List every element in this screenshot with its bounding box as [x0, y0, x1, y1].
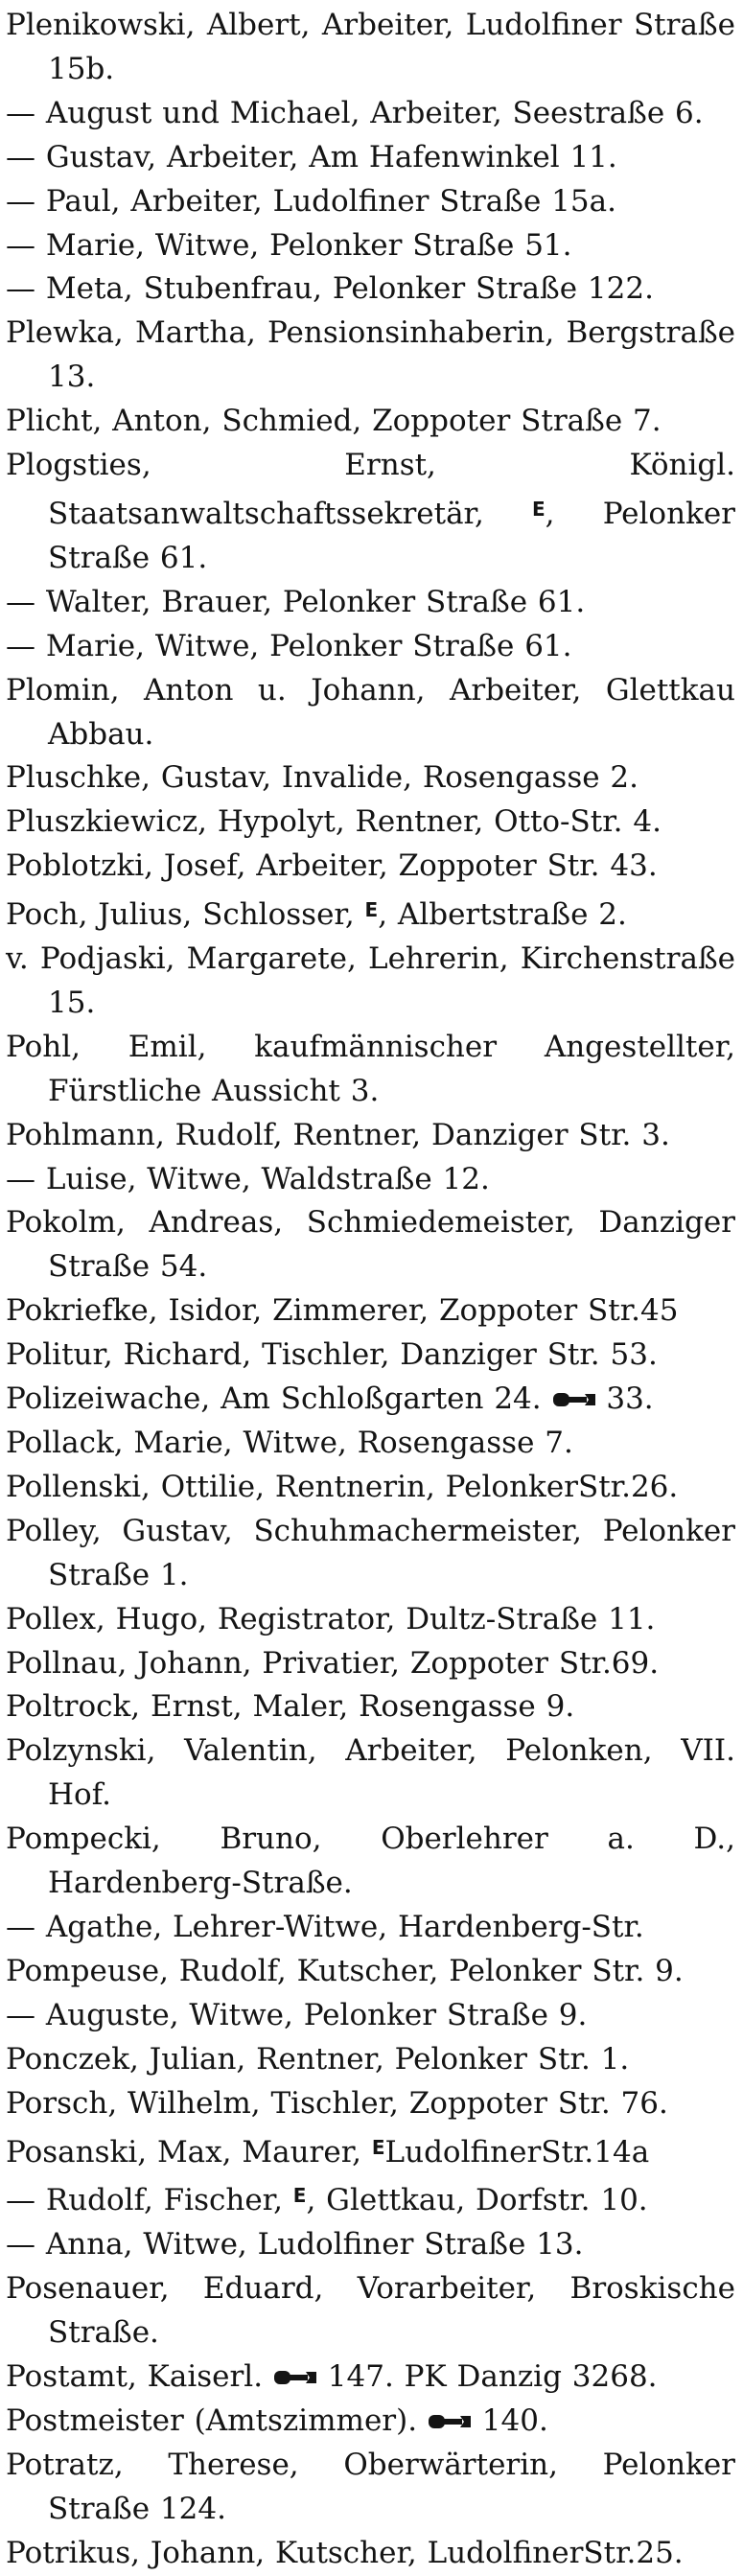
entry-text: — Rudolf, Fischer,: [6, 2183, 283, 2218]
entry-text: Poch, Julius, Schlosser,: [6, 897, 355, 933]
directory-entry: [6, 2400, 735, 2444]
directory-entry: [6, 4, 735, 92]
telephone-number: 147. PK Danzig 3268.: [327, 2359, 658, 2395]
directory-entry: [6, 889, 735, 938]
entry-text-continued: , Glettkau, Dorfstr. 10.: [306, 2183, 648, 2218]
entry-text: — Meta, Stubenfrau, Pelonker Straße 122.: [6, 271, 654, 307]
entry-text: Polizeiwache, Am Schloßgarten 24.: [6, 1381, 542, 1417]
entry-text: Pokolm, Andreas, Schmiedemeister, Danziger Straße 54.: [6, 1205, 735, 1285]
entry-text-continued: , Albertstraße 2.: [378, 897, 627, 933]
entry-text: Plewka, Martha, Pensionsinhaberin, Bergstraße 13.: [6, 315, 735, 395]
directory-entry: [6, 845, 735, 889]
directory-entry: [6, 2082, 735, 2126]
telephone-icon: [428, 2411, 472, 2432]
directory-entry: [6, 1642, 735, 1686]
directory-entry: [6, 92, 735, 136]
entry-text: — Gustav, Arbeiter, Am Hafenwinkel 11.: [6, 139, 617, 174]
directory-entry: [6, 938, 735, 1026]
entry-text: Pompeuse, Rudolf, Kutscher, Pelonker Str. 9.: [6, 1953, 684, 1988]
entry-text: — Walter, Brauer, Pelonker Straße 61.: [6, 584, 586, 619]
entry-text: Pluszkiewicz, Hypolyt, Rentner, Otto-Str. 4.: [6, 804, 662, 840]
directory-entry: [6, 1378, 735, 1422]
entry-text: Politur, Richard, Tischler, Danziger Str. 53.: [6, 1337, 658, 1373]
entry-text: Pollack, Marie, Witwe, Rosengasse 7.: [6, 1426, 573, 1460]
entry-text: Poblotzki, Josef, Arbeiter, Zoppoter Str. 43.: [6, 848, 658, 884]
directory-entry: [6, 444, 735, 581]
directory-entry: [6, 400, 735, 444]
directory-entry: [6, 136, 735, 180]
entry-text: Plicht, Anton, Schmied, Zoppoter Straße 7.: [6, 404, 662, 439]
directory-entry: [6, 2267, 735, 2356]
directory-entry: [6, 2038, 735, 2082]
telephone-icon: [552, 1389, 596, 1410]
directory-entry: [6, 581, 735, 625]
entry-text: Posenauer, Eduard, Vorarbeiter, Broskische Straße.: [6, 2271, 735, 2351]
telephone-number: 33.: [606, 1381, 654, 1417]
directory-entry: [6, 801, 735, 845]
electric-badge: E: [292, 2184, 307, 2208]
directory-entry: [6, 180, 735, 224]
directory-entry: [6, 1334, 735, 1378]
directory-entry: [6, 2444, 735, 2532]
entry-text: Pollnau, Johann, Privatier, Zoppoter Str.69.: [6, 1645, 660, 1681]
electric-badge: E: [371, 2135, 385, 2159]
telephone-icon: [273, 2367, 317, 2388]
entry-text: Pollenski, Ottilie, Rentnerin, PelonkerStr.26.: [6, 1469, 679, 1504]
entry-text: Postamt, Kaiserl.: [6, 2359, 264, 2395]
directory-entry: [6, 1729, 735, 1818]
entry-text: Polley, Gustav, Schuhmachermeister, Pelonker Straße 1.: [6, 1513, 735, 1592]
directory-entry: [6, 1950, 735, 1994]
entry-text: Polzynski, Valentin, Arbeiter, Pelonken, VII. Hof.: [6, 1733, 735, 1813]
directory-entry: [6, 2126, 735, 2175]
entry-text: Pollex, Hugo, Registrator, Dultz-Straße 11.: [6, 1601, 656, 1636]
directory-entry: [6, 625, 735, 669]
directory-entry: [6, 1158, 735, 1202]
entry-text: Posanski, Max, Maurer,: [6, 2134, 361, 2170]
directory-entry: [6, 1906, 735, 1950]
entry-text: — Marie, Witwe, Pelonker Straße 61.: [6, 628, 572, 663]
entry-text: Plogsties, Ernst, Königl. Staatsanwaltschaftssekretär,: [6, 448, 735, 531]
entry-text: Plomin, Anton u. Johann, Arbeiter, Glettkau Abbau.: [6, 672, 735, 752]
directory-entry: [6, 2174, 735, 2223]
entry-text: Pluschke, Gustav, Invalide, Rosengasse 2.: [6, 760, 639, 796]
directory-entry: [6, 1598, 735, 1642]
entry-text: Postmeister (Amtszimmer).: [6, 2402, 418, 2438]
electric-badge: E: [364, 898, 379, 922]
directory-entry: [6, 1685, 735, 1729]
entry-text: Potrikus, Johann, Kutscher, LudolfinerStr.25.: [6, 2535, 684, 2570]
entry-text: Pohl, Emil, kaufmännischer Angestellter, Fürstliche Aussicht 3.: [6, 1029, 735, 1108]
entry-text-continued: LudolfinerStr.14a: [384, 2134, 650, 2170]
entry-text: — Luise, Witwe, Waldstraße 12.: [6, 1161, 490, 1196]
directory-entry: [6, 1422, 735, 1466]
directory-entry: [6, 1201, 735, 1289]
directory-entry: [6, 312, 735, 400]
entry-text: Pohlmann, Rudolf, Rentner, Danziger Str. 3.: [6, 1117, 670, 1152]
directory-entry: [6, 2532, 735, 2576]
entry-text: Potratz, Therese, Oberwärterin, Pelonker Straße 124.: [6, 2447, 735, 2526]
directory-entry: [6, 1114, 735, 1158]
entry-text: Poltrock, Ernst, Maler, Rosengasse 9.: [6, 1689, 575, 1725]
directory-entry: [6, 2223, 735, 2267]
directory-entry: [6, 756, 735, 801]
entry-text: v. Podjaski, Margarete, Lehrerin, Kirchenstraße 15.: [6, 941, 735, 1020]
directory-entry: [6, 224, 735, 268]
directory-entry: [6, 1289, 735, 1334]
entry-text: Porsch, Wilhelm, Tischler, Zoppoter Str. 76.: [6, 2085, 668, 2121]
entry-text-continued: , Pelonker Straße 61.: [48, 496, 735, 575]
directory-entry: [6, 1510, 735, 1598]
directory-entry: [6, 669, 735, 757]
electric-badge: E: [532, 497, 546, 521]
entry-text: Pompecki, Bruno, Oberlehrer a. D., Hardenberg-Straße.: [6, 1822, 735, 1901]
entry-text: Plenikowski, Albert, Arbeiter, Ludolfiner Straße 15b.: [6, 8, 735, 86]
entry-text: Pokriefke, Isidor, Zimmerer, Zoppoter Str.45: [6, 1293, 679, 1329]
directory-entry: [6, 1818, 735, 1906]
telephone-number: 140.: [481, 2402, 548, 2438]
directory-entry: [6, 267, 735, 312]
directory-entry: [6, 1026, 735, 1114]
entry-text: — Paul, Arbeiter, Ludolfiner Straße 15a.: [6, 183, 616, 219]
entry-text: — Agathe, Lehrer-Witwe, Hardenberg-Str.: [6, 1909, 644, 1944]
directory-entry: [6, 2356, 735, 2400]
entry-text: — Auguste, Witwe, Pelonker Straße 9.: [6, 1997, 588, 2032]
directory-entry: [6, 1994, 735, 2038]
entry-text: Ponczek, Julian, Rentner, Pelonker Str. 1.: [6, 2041, 630, 2077]
entry-text: — August und Michael, Arbeiter, Seestraße 6.: [6, 95, 704, 130]
entry-text: — Marie, Witwe, Pelonker Straße 51.: [6, 227, 572, 263]
directory-entry: [6, 1466, 735, 1510]
entry-text: — Anna, Witwe, Ludolfiner Straße 13.: [6, 2227, 584, 2263]
